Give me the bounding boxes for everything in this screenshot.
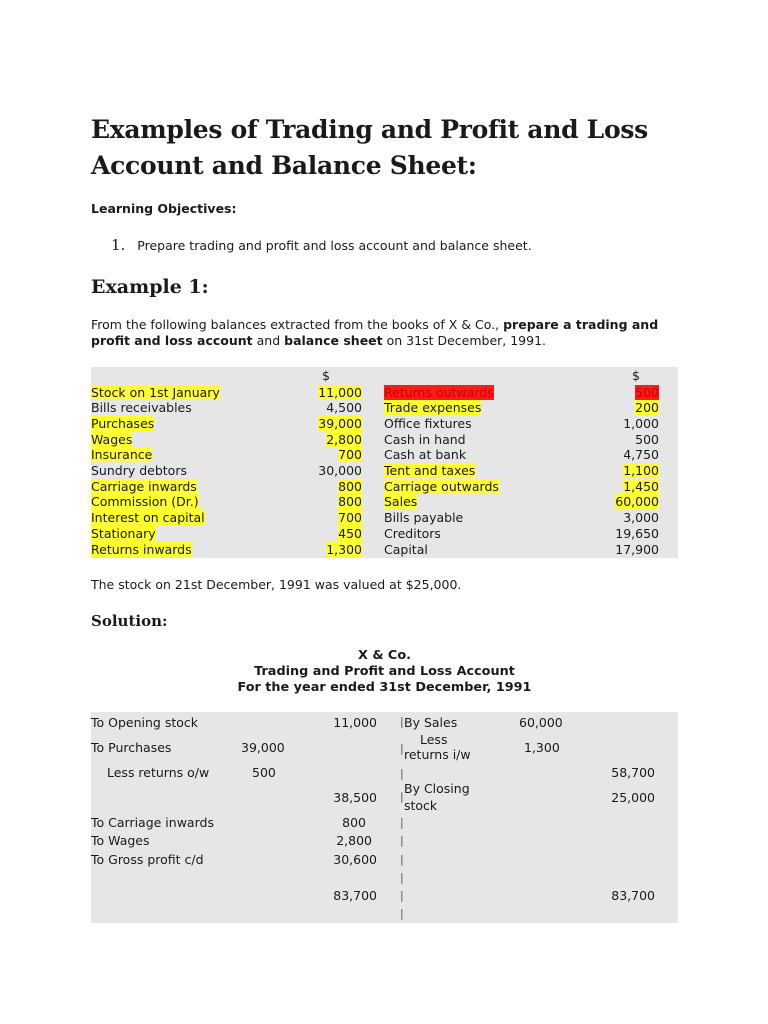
column-separator: | bbox=[400, 767, 404, 780]
balance-right-value-text: 1,000 bbox=[623, 415, 659, 431]
balance-left-value bbox=[291, 542, 362, 558]
less-returns-iw-value: 1,300 bbox=[524, 740, 560, 755]
balance-right-value bbox=[591, 432, 659, 448]
balance-left-value bbox=[291, 463, 362, 479]
balance-right-name bbox=[384, 526, 441, 542]
balance-left-value-text: 800 bbox=[338, 478, 362, 494]
balance-left-name bbox=[91, 494, 199, 510]
balance-left-name-text: Insurance bbox=[91, 447, 153, 463]
balance-row bbox=[91, 385, 678, 401]
balance-right-name bbox=[384, 463, 475, 479]
balance-right-value-text: 500 bbox=[635, 431, 659, 447]
balance-left-value bbox=[291, 385, 362, 401]
balance-left-value-text: 700 bbox=[338, 510, 362, 526]
balance-left-value bbox=[291, 510, 362, 526]
balance-row bbox=[91, 447, 678, 463]
balance-row bbox=[91, 510, 678, 526]
balance-row bbox=[91, 494, 678, 510]
purchases-value: 39,000 bbox=[241, 740, 285, 755]
balance-right-value bbox=[591, 542, 659, 558]
balance-left-name-text: Carriage inwards bbox=[91, 478, 197, 494]
balance-right-name-text: Capital bbox=[384, 541, 428, 557]
balance-left-value-text: 800 bbox=[338, 494, 362, 510]
column-separator: | bbox=[400, 715, 404, 728]
balance-right-value-text: 19,650 bbox=[615, 525, 659, 541]
balance-left-name-text: Stock on 1st January bbox=[91, 384, 220, 400]
balance-row bbox=[91, 416, 678, 432]
balance-right-value bbox=[591, 479, 659, 495]
currency-right: $ bbox=[632, 368, 640, 383]
balance-left-name bbox=[91, 432, 132, 448]
column-separator: | bbox=[400, 834, 404, 847]
balance-right-value-text: 1,450 bbox=[623, 478, 659, 494]
balance-right-value-text: 4,750 bbox=[623, 447, 659, 463]
column-separator: | bbox=[400, 816, 404, 829]
column-separator: | bbox=[400, 790, 404, 803]
balance-left-value-text: 2,800 bbox=[326, 431, 362, 447]
balance-right-value-text: 200 bbox=[635, 400, 659, 416]
example-heading: Example 1: bbox=[91, 276, 209, 298]
balance-row bbox=[91, 432, 678, 448]
column-separator: | bbox=[400, 742, 404, 755]
balance-right-value bbox=[591, 416, 659, 432]
balance-left-name bbox=[91, 400, 192, 416]
column-separator: | bbox=[400, 907, 404, 920]
less-returns-iw-label-1: Less bbox=[420, 732, 448, 747]
column-separator: | bbox=[400, 871, 404, 884]
balance-left-value bbox=[291, 479, 362, 495]
balance-row bbox=[91, 400, 678, 416]
balance-left-name bbox=[91, 542, 192, 558]
by-sales-label: By Sales bbox=[404, 715, 458, 730]
closing-stock-label-1: By Closing bbox=[404, 781, 470, 796]
balance-left-name-text: Sundry debtors bbox=[91, 463, 187, 478]
balance-right-value-text: 3,000 bbox=[623, 510, 659, 526]
balance-right-value-text: 17,900 bbox=[615, 541, 659, 557]
by-sales-value: 60,000 bbox=[519, 715, 563, 730]
example-intro bbox=[91, 317, 671, 349]
learning-objectives-label: Learning Objectives: bbox=[91, 201, 237, 216]
balance-right-value bbox=[591, 526, 659, 542]
balance-right-name bbox=[384, 494, 417, 510]
balance-left-value bbox=[291, 416, 362, 432]
intro-text-2: and bbox=[252, 333, 285, 348]
balance-right-name-text: Cash at bank bbox=[384, 447, 467, 463]
balance-left-name bbox=[91, 479, 197, 495]
balances-table bbox=[91, 367, 678, 558]
carriage-inwards-label: To Carriage inwards bbox=[91, 815, 214, 830]
balance-left-value bbox=[291, 447, 362, 463]
closing-stock-label-2: stock bbox=[404, 798, 438, 813]
balance-right-name-text: Office fixtures bbox=[384, 415, 472, 431]
balance-right-value bbox=[591, 463, 659, 479]
balance-right-name bbox=[384, 416, 472, 432]
page-title: Examples of Trading and Profit and Loss Account and Balance Sheet: bbox=[91, 115, 648, 180]
balance-left-name bbox=[91, 416, 154, 432]
carriage-inwards-value: 800 bbox=[342, 815, 366, 830]
balance-left-name-text: Returns inwards bbox=[91, 541, 192, 557]
balance-right-value-text: 1,100 bbox=[623, 463, 659, 478]
balance-row bbox=[91, 479, 678, 495]
balance-right-name bbox=[384, 447, 466, 463]
balance-right-name-text: Bills payable bbox=[384, 510, 464, 526]
net-purchases-value: 38,500 bbox=[333, 790, 377, 805]
gross-profit-label: To Gross profit c/d bbox=[91, 852, 204, 867]
balance-right-name-text: Cash in hand bbox=[384, 431, 466, 447]
gross-profit-value: 30,600 bbox=[333, 852, 377, 867]
intro-bold-1: prepare a trading and profit and loss account bbox=[91, 317, 659, 348]
balance-right-name-text: Carriage outwards bbox=[384, 478, 499, 494]
balance-left-name bbox=[91, 385, 220, 401]
column-separator: | bbox=[400, 853, 404, 866]
opening-stock-value: 11,000 bbox=[333, 715, 377, 730]
balance-left-value-text: 700 bbox=[338, 447, 362, 463]
currency-left: $ bbox=[322, 368, 330, 383]
trading-account-table bbox=[91, 712, 678, 923]
balance-right-name bbox=[384, 510, 463, 526]
objective-number: 1. bbox=[111, 236, 126, 254]
balance-left-value-text: 30,000 bbox=[318, 463, 362, 478]
objective-text: Prepare trading and profit and loss account and balance sheet. bbox=[137, 238, 532, 253]
balance-right-value bbox=[591, 385, 659, 401]
stock-note: The stock on 21st December, 1991 was valued at $25,000. bbox=[91, 577, 462, 592]
balance-right-name-text: Tent and taxes bbox=[384, 463, 476, 478]
balance-left-value-text: 450 bbox=[338, 525, 362, 541]
balance-right-value-text: 60,000 bbox=[615, 494, 659, 510]
balance-right-value bbox=[591, 510, 659, 526]
account-period: For the year ended 31st December, 1991 bbox=[237, 680, 532, 695]
balance-right-name bbox=[384, 479, 499, 495]
less-returns-ow-label: Less returns o/w bbox=[107, 765, 210, 780]
balance-right-name-text: Returns outwards bbox=[384, 384, 494, 400]
balance-left-name-text: Commission (Dr.) bbox=[91, 494, 199, 510]
balance-left-name-text: Wages bbox=[91, 431, 133, 447]
left-total-value: 83,700 bbox=[333, 888, 377, 903]
balance-right-name-text: Trade expenses bbox=[384, 400, 482, 416]
balance-left-value-text: 39,000 bbox=[318, 415, 362, 431]
balance-left-value bbox=[291, 400, 362, 416]
balance-left-name bbox=[91, 447, 152, 463]
balance-right-value-text: 500 bbox=[635, 384, 659, 400]
purchases-label: To Purchases bbox=[91, 740, 172, 755]
less-returns-iw-label-2: returns i/w bbox=[404, 747, 471, 762]
wages-value: 2,800 bbox=[336, 833, 372, 848]
objective-item bbox=[111, 236, 532, 254]
balance-right-value bbox=[591, 447, 659, 463]
balance-right-name bbox=[384, 385, 494, 401]
intro-text-1: From the following balances extracted from the books of X & Co., bbox=[91, 317, 504, 332]
opening-stock-label: To Opening stock bbox=[91, 715, 198, 730]
closing-stock-value: 25,000 bbox=[611, 790, 655, 805]
balance-right-value bbox=[591, 400, 659, 416]
less-returns-ow-value: 500 bbox=[252, 765, 276, 780]
balance-row bbox=[91, 542, 678, 558]
account-title: Trading and Profit and Loss Account bbox=[254, 664, 515, 679]
balance-left-value-text: 11,000 bbox=[318, 384, 362, 400]
balance-row bbox=[91, 526, 678, 542]
column-separator: | bbox=[400, 889, 404, 902]
balance-row bbox=[91, 463, 678, 479]
balance-left-value-text: 4,500 bbox=[326, 400, 362, 416]
balance-left-name bbox=[91, 510, 205, 526]
wages-label: To Wages bbox=[91, 833, 150, 848]
balance-left-name-text: Stationary bbox=[91, 525, 156, 541]
account-company: X & Co. bbox=[358, 648, 411, 663]
balance-left-name bbox=[91, 463, 187, 479]
balance-left-value bbox=[291, 494, 362, 510]
net-sales-value: 58,700 bbox=[611, 765, 655, 780]
balance-left-name-text: Interest on capital bbox=[91, 510, 205, 526]
balance-left-name-text: Purchases bbox=[91, 415, 155, 431]
balance-right-name-text: Creditors bbox=[384, 525, 441, 541]
balance-right-name bbox=[384, 432, 466, 448]
right-total-value: 83,700 bbox=[611, 888, 655, 903]
balance-right-name-text: Sales bbox=[384, 494, 418, 510]
balance-left-value bbox=[291, 432, 362, 448]
balance-right-name bbox=[384, 542, 428, 558]
intro-text-3: on 31st December, 1991. bbox=[382, 333, 547, 348]
balance-left-name-text: Bills receivables bbox=[91, 400, 192, 416]
balance-left-name bbox=[91, 526, 156, 542]
balance-right-value bbox=[591, 494, 659, 510]
balance-left-value-text: 1,300 bbox=[326, 541, 362, 557]
balance-left-value bbox=[291, 526, 362, 542]
solution-heading: Solution: bbox=[91, 612, 168, 630]
intro-bold-2: balance sheet bbox=[284, 333, 383, 348]
currency-row bbox=[91, 368, 678, 384]
balance-right-name bbox=[384, 400, 481, 416]
